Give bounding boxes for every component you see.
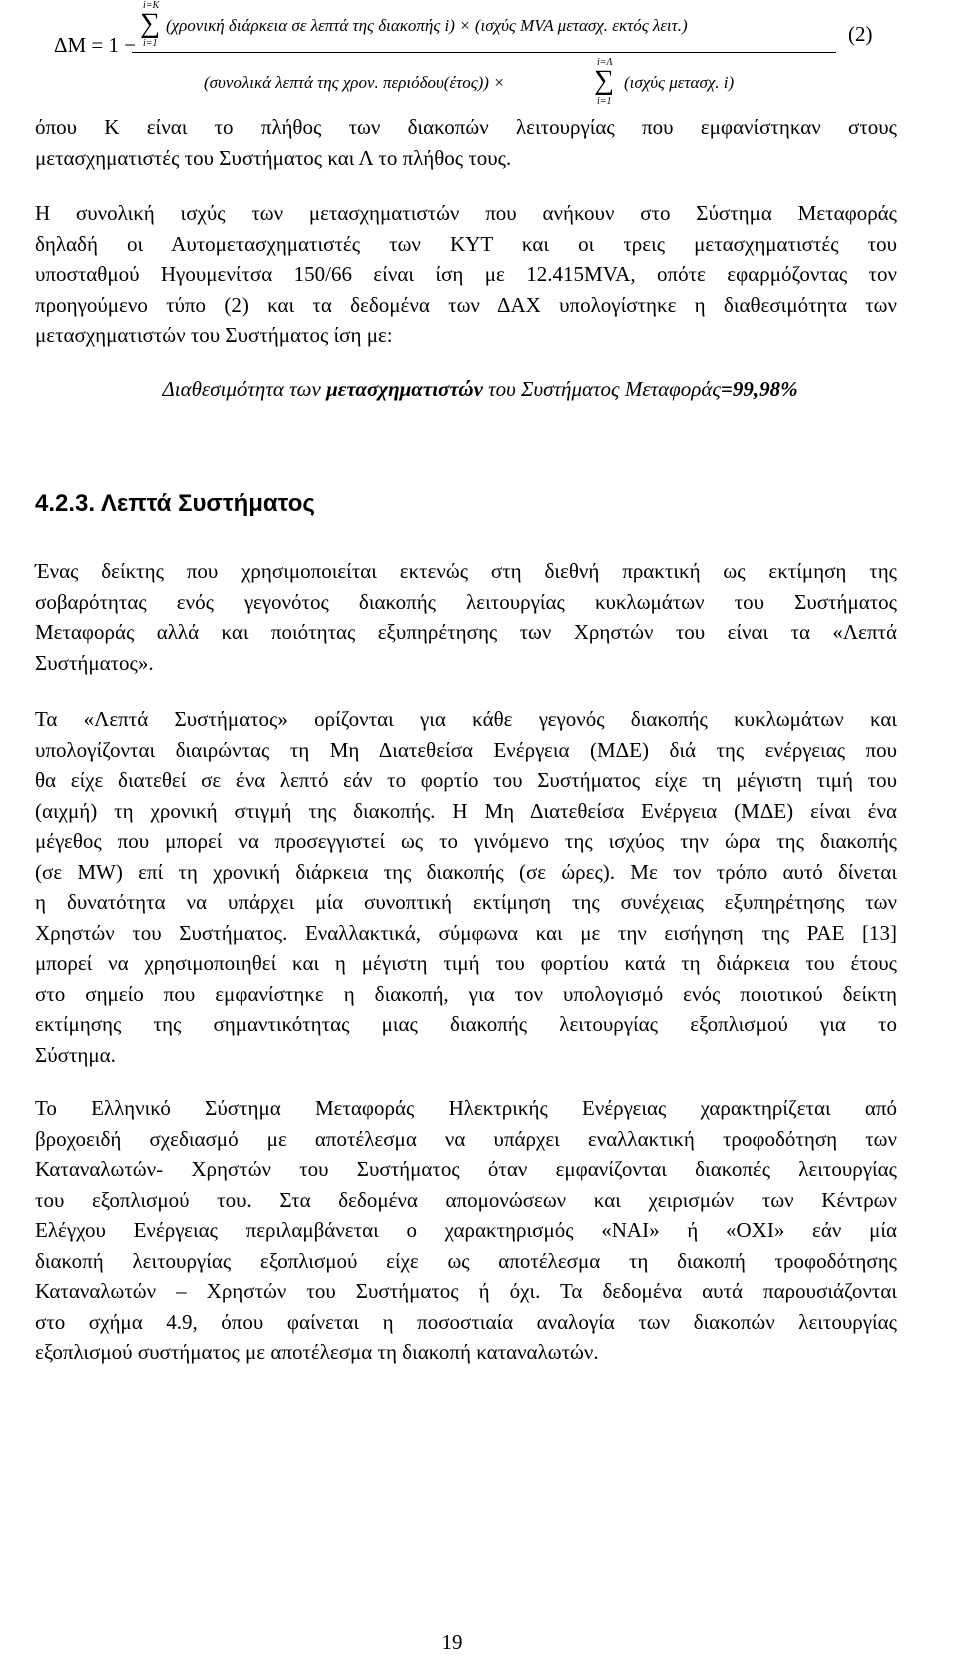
text-line: Ένας δείκτης που χρησιμοποιείται εκτενώς στη διεθνή πρακτική ως εκτίμηση της <box>35 559 897 583</box>
text-line: μπορεί να χρησιμοποιηθεί και η μέγιστη τιμή του φορτίου κατά τη διάρκεια του έτους <box>35 951 897 975</box>
text-line: η δυνατότητα να υπάρχει μία συνοπτική εκτίμηση της συνέχειας εξυπηρέτησης των <box>35 890 897 914</box>
text-line: όπου Κ είναι το πλήθος των διακοπών λειτουργίας που εμφανίστηκαν στους <box>35 115 897 139</box>
text-line: Σύστημα. <box>35 1042 116 1067</box>
text-line: Καταναλωτών – Χρηστών του Συστήματος ή όχι. Τα δεδομένα αυτά παρουσιάζονται <box>35 1279 897 1303</box>
text-line: Τα «Λεπτά Συστήματος» ορίζονται για κάθε γεγονός διακοπής κυκλωμάτων και <box>35 707 897 731</box>
sum-upper-limit: i=Λ <box>597 57 613 68</box>
text-line: Καταναλωτών- Χρηστών του Συστήματος όταν εμφανίζονται διακοπές λειτουργίας <box>35 1157 897 1181</box>
text-line: του εξοπλισμού του. Στα δεδομένα απομονώσεων και χειρισμών των Κέντρων <box>35 1187 897 1212</box>
text-line: (αιχμή) τη χρονική στιγμή της διακοπής. Η Μη Διατεθείσα Ενέργεια (ΜΔΕ) είναι ένα <box>35 798 897 823</box>
text-line: υποσταθμού Ηγουμενίτσα 150/66 είναι ίση με 12.415MVA, οπότε εφαρμόζοντας τον <box>35 262 897 286</box>
formula-lhs: ΔΜ = 1 − <box>54 33 137 57</box>
paragraph-system-minutes-intro <box>35 556 897 678</box>
paragraph-system-minutes-definition <box>35 704 897 1070</box>
text-line: Συστήματος». <box>35 650 154 675</box>
text-line: εξοπλισμού συστήματος με αποτέλεσμα τη διακοπή καταναλωτών. <box>35 1340 599 1364</box>
paragraph-where <box>35 112 897 173</box>
text-line: θα είχε διατεθεί σε ένα λεπτό εάν το φορτίο του Συστήματος είχε τη μέγιστη τιμή του <box>35 768 897 792</box>
fraction-bar <box>132 52 836 53</box>
text-line: μετασχηματιστές του Συστήματος και Λ το πλήθος τους. <box>35 145 512 170</box>
text-line: Μεταφοράς αλλά και ποιότητας εξυπηρέτησης των Χρηστών του είναι τα «Λεπτά <box>35 620 897 644</box>
paragraph-total-power <box>35 198 897 351</box>
result-suffix: του Συστήματος Μεταφοράς <box>482 377 721 401</box>
sum-symbol: ∑ <box>594 65 614 96</box>
page-number: 19 <box>441 1630 463 1654</box>
formula-denominator-left: (συνολικά λεπτά της χρον. περιόδου(έτος)) × <box>204 73 505 92</box>
text-line: δηλαδή οι Αυτομετασχηματιστές των ΚΥΤ και οι τρεις μετασχηματιστές του <box>35 231 897 256</box>
paragraph-greek-system <box>35 1093 897 1368</box>
text-line: μέγεθος που μπορεί να προσεγγιστεί ως το γινόμενο της ισχύος την ώρα της διακοπής <box>35 829 897 853</box>
text-line: προηγούμενο τύπο (2) και τα δεδομένα των ΔΑΧ υπολογίστηκε η διαθεσιμότητα των <box>35 292 897 317</box>
text-line: μετασχηματιστών του Συστήματος ίση με: <box>35 323 393 347</box>
result-value: =99,98% <box>720 377 798 401</box>
formula-numerator: (χρονική διάρκεια σε λεπτά της διακοπής i) × (ισχύς MVA μετασχ. εκτός λειτ.) <box>166 16 688 35</box>
equation-number: (2) <box>848 22 873 46</box>
text-line: (σε MW) επί τη χρονική διάρκεια της διακοπής (σε ώρες). Με τον τρόπο αυτό δίνεται <box>35 859 897 884</box>
text-line: Ελέγχου Ενέργειας περιλαμβάνεται ο χαρακτηρισμός «ΝΑΙ» ή «ΟΧΙ» εάν μία <box>35 1218 897 1242</box>
text-line: Το Ελληνικό Σύστημα Μεταφοράς Ηλεκτρικής Ενέργειας χαρακτηρίζεται από <box>35 1096 897 1120</box>
result-bold-word: μετασχηματιστών <box>326 377 483 401</box>
availability-result <box>0 377 960 402</box>
text-line: στο σημείο που εμφανίστηκε η διακοπή, για τον υπολογισμό ενός ποιοτικού δείκτη <box>35 981 897 1006</box>
sum-lower-limit: i=1 <box>597 96 612 107</box>
text-line: Χρηστών του Συστήματος. Εναλλακτικά, σύμφωνα και με την εισήγηση της ΡΑΕ [13] <box>35 920 897 945</box>
text-line: στο σχήμα 4.9, όπου φαίνεται η ποσοστιαία αναλογία των διακοπών λειτουργίας <box>35 1309 897 1334</box>
sum-upper-limit: i=K <box>143 0 160 11</box>
section-heading: 4.2.3. Λεπτά Συστήματος <box>35 490 315 517</box>
text-line: βροχοειδή σχεδιασμό με αποτέλεσμα να υπάρχει εναλλακτική τροφοδότηση των <box>35 1126 897 1151</box>
formula-2 <box>0 0 960 112</box>
text-line: Η συνολική ισχύς των μετασχηματιστών που ανήκουν στο Σύστημα Μεταφοράς <box>35 201 897 225</box>
formula-denominator-right: (ισχύς μετασχ. i) <box>624 73 735 92</box>
sum-symbol: ∑ <box>140 8 160 39</box>
text-line: εκτίμησης της σημαντικότητας μιας διακοπής λειτουργίας εξοπλισμού για το <box>35 1012 897 1036</box>
result-prefix: Διαθεσιμότητα των <box>162 377 327 401</box>
sum-lower-limit: i=1 <box>143 38 158 49</box>
text-line: διακοπή λειτουργίας εξοπλισμού είχε ως αποτέλεσμα τη διακοπή τροφοδότησης <box>35 1248 897 1273</box>
text-line: σοβαρότητας ενός γεγονότος διακοπής λειτουργίας κυκλωμάτων του Συστήματος <box>35 589 897 614</box>
text-line: υπολογίζονται διαιρώντας τη Μη Διατεθείσα Ενέργεια (ΜΔΕ) διά της ενέργειας που <box>35 737 897 762</box>
